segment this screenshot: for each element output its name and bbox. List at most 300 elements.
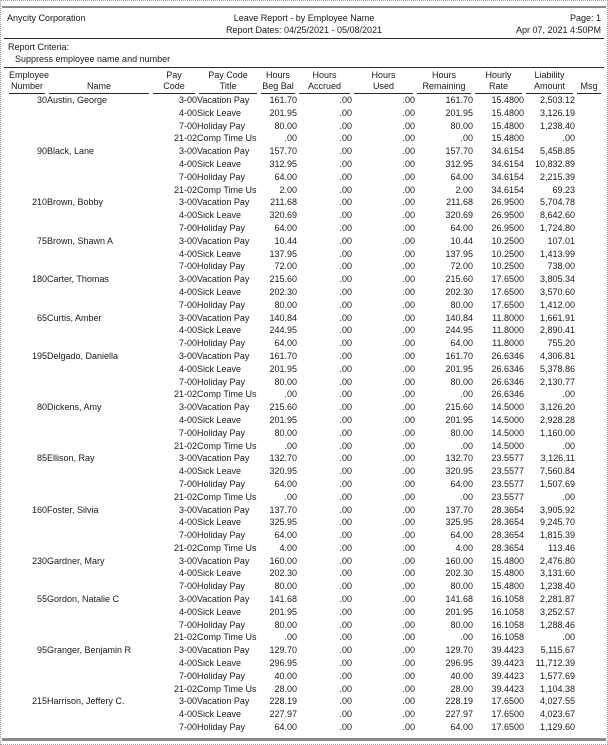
hours-accrued-cell: .00 bbox=[339, 658, 352, 669]
hourly-rate-cell: 39.4423 bbox=[491, 683, 524, 694]
employee-name-cell: Ellison, Ray bbox=[47, 453, 95, 464]
msg-cell bbox=[575, 248, 603, 261]
table-row bbox=[7, 286, 603, 299]
employee-number-cell: 30 bbox=[36, 95, 47, 105]
liability-amount-cell: 2,215.39 bbox=[539, 171, 575, 182]
table-row bbox=[7, 708, 603, 721]
hours-accrued-cell: .00 bbox=[339, 427, 352, 438]
msg-cell bbox=[575, 631, 603, 644]
hours-used-cell: .00 bbox=[402, 261, 415, 272]
liability-amount-cell: 1,507.69 bbox=[539, 478, 575, 489]
hours-used-cell: .00 bbox=[402, 670, 415, 681]
pay-code-cell: 21-02 bbox=[173, 491, 197, 502]
liability-amount-cell: .00 bbox=[562, 440, 575, 451]
liability-amount-cell: 1,104.38 bbox=[539, 683, 575, 694]
hours-used-cell: .00 bbox=[402, 453, 415, 464]
liability-amount-cell: 1,577.69 bbox=[539, 670, 575, 681]
msg-cell bbox=[575, 324, 603, 337]
table-row bbox=[7, 171, 603, 184]
hours-accrued-cell: .00 bbox=[339, 286, 352, 297]
hours-remaining-cell: .00 bbox=[460, 389, 473, 400]
employee-number-cell bbox=[7, 286, 47, 299]
pay-code-cell: 4-00 bbox=[178, 325, 197, 336]
employee-number-cell bbox=[7, 516, 47, 529]
employee-number-cell bbox=[7, 529, 47, 542]
hours-remaining-cell: 161.70 bbox=[445, 95, 473, 105]
liability-amount-cell: 2,890.41 bbox=[539, 325, 575, 336]
liability-amount-cell: 3,805.34 bbox=[539, 274, 575, 285]
employee-name-cell: Carter, Thomas bbox=[47, 274, 109, 285]
hours-used-cell: .00 bbox=[402, 504, 415, 515]
msg-cell bbox=[575, 107, 603, 120]
pay-code-cell: 4-00 bbox=[178, 606, 197, 617]
leave-table bbox=[7, 68, 603, 734]
hours-remaining-cell: 244.95 bbox=[445, 325, 473, 336]
pay-code-title-cell: Holiday Pay bbox=[197, 338, 246, 349]
hours-beg-bal-cell: 132.70 bbox=[269, 453, 297, 464]
pay-code-cell: 3-00 bbox=[178, 274, 197, 285]
hours-remaining-cell: 227.97 bbox=[445, 709, 473, 720]
msg-cell bbox=[575, 427, 603, 440]
hourly-rate-cell: 10.2500 bbox=[491, 261, 524, 272]
hours-beg-bal-cell: 137.95 bbox=[269, 248, 297, 259]
hours-accrued-cell: .00 bbox=[339, 235, 352, 246]
liability-amount-cell: 1,160.00 bbox=[539, 427, 575, 438]
liability-amount-cell: 1,238.40 bbox=[539, 581, 575, 592]
employee-number-cell bbox=[7, 580, 47, 593]
hours-accrued-cell: .00 bbox=[339, 248, 352, 259]
employee-number-cell bbox=[7, 363, 47, 376]
hours-remaining-cell: .00 bbox=[460, 491, 473, 502]
msg-cell bbox=[575, 209, 603, 222]
employee-number-cell bbox=[7, 324, 47, 337]
pay-code-title-cell: Vacation Pay bbox=[197, 504, 250, 515]
pay-code-title-cell: Vacation Pay bbox=[197, 95, 250, 105]
hourly-rate-cell: 17.6500 bbox=[491, 722, 524, 733]
table-row bbox=[7, 248, 603, 261]
hours-used-cell: .00 bbox=[402, 235, 415, 246]
hours-used-cell: .00 bbox=[402, 530, 415, 541]
hours-remaining-cell: 202.30 bbox=[445, 568, 473, 579]
hours-beg-bal-cell: 137.70 bbox=[269, 504, 297, 515]
table-row bbox=[7, 350, 603, 363]
pay-code-title-cell: Holiday Pay bbox=[197, 120, 246, 131]
hours-remaining-cell: 10.44 bbox=[450, 235, 473, 246]
pay-code-cell: 4-00 bbox=[178, 517, 197, 528]
hours-remaining-cell: .00 bbox=[460, 133, 473, 144]
hours-beg-bal-cell: 64.00 bbox=[274, 171, 297, 182]
hourly-rate-cell: 28.3654 bbox=[491, 530, 524, 541]
col-pay-code-title: Pay Code Title bbox=[197, 68, 259, 94]
hours-beg-bal-cell: .00 bbox=[284, 440, 297, 451]
pay-code-cell: 7-00 bbox=[178, 581, 197, 592]
hours-used-cell: .00 bbox=[402, 645, 415, 656]
employee-name-cell: Harrison, Jeffery C. bbox=[47, 696, 125, 707]
hours-remaining-cell: 129.70 bbox=[445, 645, 473, 656]
hours-beg-bal-cell: 325.95 bbox=[269, 517, 297, 528]
hours-used-cell: .00 bbox=[402, 722, 415, 733]
hourly-rate-cell: 23.5577 bbox=[491, 478, 524, 489]
pay-code-cell: 21-02 bbox=[173, 683, 197, 694]
liability-amount-cell: 1,288.46 bbox=[539, 619, 575, 630]
hourly-rate-cell: 26.6346 bbox=[491, 376, 524, 387]
hours-remaining-cell: 215.60 bbox=[445, 274, 473, 285]
hours-remaining-cell: 64.00 bbox=[450, 222, 473, 233]
hours-remaining-cell: 80.00 bbox=[450, 299, 473, 310]
table-row bbox=[7, 158, 603, 171]
pay-code-cell: 21-02 bbox=[173, 389, 197, 400]
employee-name-cell bbox=[47, 363, 151, 376]
hours-used-cell: .00 bbox=[402, 133, 415, 144]
hours-remaining-cell: 325.95 bbox=[445, 517, 473, 528]
employee-name-cell: Gordon, Natalie C bbox=[47, 594, 120, 605]
hours-beg-bal-cell: 28.00 bbox=[274, 683, 297, 694]
pay-code-title-cell: Holiday Pay bbox=[197, 427, 246, 438]
hours-used-cell: .00 bbox=[402, 389, 415, 400]
hours-beg-bal-cell: 2.00 bbox=[279, 184, 297, 195]
msg-cell bbox=[575, 312, 603, 325]
employee-name-cell bbox=[47, 657, 151, 670]
hours-remaining-cell: 312.95 bbox=[445, 158, 473, 169]
hours-beg-bal-cell: 40.00 bbox=[274, 670, 297, 681]
liability-amount-cell: 3,131.60 bbox=[539, 568, 575, 579]
pay-code-cell: 7-00 bbox=[178, 427, 197, 438]
hours-remaining-cell: 211.68 bbox=[446, 197, 473, 208]
hours-remaining-cell: 320.95 bbox=[445, 466, 473, 477]
hours-used-cell: .00 bbox=[402, 376, 415, 387]
hourly-rate-cell: 15.4800 bbox=[491, 568, 524, 579]
hourly-rate-cell: 28.3654 bbox=[491, 542, 524, 553]
liability-amount-cell: 3,252.57 bbox=[539, 606, 575, 617]
pay-code-cell: 3-00 bbox=[178, 645, 197, 656]
pay-code-title-cell: Sick Leave bbox=[197, 363, 242, 374]
pay-code-cell: 3-00 bbox=[178, 555, 197, 566]
msg-cell bbox=[575, 171, 603, 184]
page-number: Page: 1 bbox=[569, 13, 601, 23]
hourly-rate-cell: 15.4800 bbox=[491, 120, 524, 131]
hours-accrued-cell: .00 bbox=[339, 338, 352, 349]
hourly-rate-cell: 17.6500 bbox=[491, 274, 524, 285]
hours-used-cell: .00 bbox=[402, 402, 415, 413]
pay-code-cell: 4-00 bbox=[178, 158, 197, 169]
employee-number-cell bbox=[7, 631, 47, 644]
employee-name-cell: Austin, George bbox=[47, 95, 108, 105]
pay-code-cell: 7-00 bbox=[178, 722, 197, 733]
employee-number-cell bbox=[7, 657, 47, 670]
pay-code-cell: 21-02 bbox=[173, 184, 197, 195]
msg-cell bbox=[575, 235, 603, 248]
pay-code-title-cell: Sick Leave bbox=[197, 517, 242, 528]
hours-accrued-cell: .00 bbox=[339, 171, 352, 182]
pay-code-title-cell: Sick Leave bbox=[197, 248, 242, 259]
hours-accrued-cell: .00 bbox=[339, 402, 352, 413]
hours-accrued-cell: .00 bbox=[339, 299, 352, 310]
msg-cell bbox=[575, 286, 603, 299]
pay-code-title-cell: Sick Leave bbox=[197, 606, 242, 617]
liability-amount-cell: 1,661.91 bbox=[539, 312, 575, 323]
criteria-value: Suppress employee name and number bbox=[15, 54, 171, 64]
hours-remaining-cell: 140.84 bbox=[445, 312, 473, 323]
msg-cell bbox=[575, 619, 603, 632]
hourly-rate-cell: 28.3654 bbox=[491, 504, 524, 515]
col-name: Name bbox=[47, 68, 151, 94]
pay-code-cell: 7-00 bbox=[178, 670, 197, 681]
pay-code-title-cell: Vacation Pay bbox=[197, 197, 250, 208]
table-row bbox=[7, 260, 603, 273]
table-row bbox=[7, 452, 603, 465]
hours-accrued-cell: .00 bbox=[339, 210, 352, 221]
employee-number-cell: 210 bbox=[31, 197, 47, 208]
pay-code-cell: 4-00 bbox=[178, 107, 197, 118]
table-row bbox=[7, 593, 603, 606]
liability-amount-cell: .00 bbox=[562, 133, 575, 144]
employee-number-cell bbox=[7, 132, 47, 145]
hours-beg-bal-cell: 201.95 bbox=[269, 414, 297, 425]
hours-accrued-cell: .00 bbox=[339, 722, 352, 733]
col-employee-number: Employee Number bbox=[7, 68, 47, 94]
hours-used-cell: .00 bbox=[402, 286, 415, 297]
hours-beg-bal-cell: 320.95 bbox=[269, 466, 297, 477]
hours-used-cell: .00 bbox=[402, 338, 415, 349]
hours-beg-bal-cell: 64.00 bbox=[274, 530, 297, 541]
pay-code-title-cell: Sick Leave bbox=[197, 709, 242, 720]
employee-number-cell bbox=[7, 440, 47, 453]
liability-amount-cell: .00 bbox=[562, 491, 575, 502]
hourly-rate-cell: 34.6154 bbox=[491, 158, 524, 169]
liability-amount-cell: 5,704.78 bbox=[539, 197, 575, 208]
employee-name-cell bbox=[47, 670, 151, 683]
hours-accrued-cell: .00 bbox=[339, 504, 352, 515]
hours-beg-bal-cell: .00 bbox=[284, 632, 297, 643]
pay-code-title-cell: Holiday Pay bbox=[197, 722, 246, 733]
hours-accrued-cell: .00 bbox=[339, 440, 352, 451]
employee-number-cell: 160 bbox=[31, 504, 47, 515]
msg-cell bbox=[575, 388, 603, 401]
pay-code-title-cell: Vacation Pay bbox=[197, 594, 250, 605]
pay-code-title-cell: Holiday Pay bbox=[197, 619, 246, 630]
liability-amount-cell: 107.01 bbox=[547, 235, 575, 246]
hours-accrued-cell: .00 bbox=[339, 414, 352, 425]
hours-remaining-cell: 80.00 bbox=[450, 376, 473, 387]
employee-name-cell bbox=[47, 132, 151, 145]
liability-amount-cell: 5,458.85 bbox=[539, 146, 575, 157]
employee-name-cell bbox=[47, 491, 151, 504]
table-row bbox=[7, 606, 603, 619]
pay-code-title-cell: Holiday Pay bbox=[197, 478, 246, 489]
hours-remaining-cell: 4.00 bbox=[455, 542, 473, 553]
hours-remaining-cell: 132.70 bbox=[445, 453, 473, 464]
hours-beg-bal-cell: 72.00 bbox=[274, 261, 297, 272]
col-hours-used: Hours Used bbox=[352, 68, 415, 94]
criteria-label: Report Criteria: bbox=[8, 42, 70, 52]
msg-cell bbox=[575, 158, 603, 171]
employee-number-cell bbox=[7, 721, 47, 734]
table-row bbox=[7, 120, 603, 133]
hours-used-cell: .00 bbox=[402, 274, 415, 285]
liability-amount-cell: 3,126.11 bbox=[540, 453, 575, 464]
employee-name-cell bbox=[47, 606, 151, 619]
table-row bbox=[7, 670, 603, 683]
employee-number-cell: 95 bbox=[36, 645, 47, 656]
employee-name-cell bbox=[47, 440, 151, 453]
pay-code-title-cell: Sick Leave bbox=[197, 466, 242, 477]
liability-amount-cell: 1,724.80 bbox=[539, 222, 575, 233]
hourly-rate-cell: 34.6154 bbox=[491, 171, 524, 182]
hours-beg-bal-cell: 160.00 bbox=[269, 555, 297, 566]
msg-cell bbox=[575, 491, 603, 504]
hourly-rate-cell: 39.4423 bbox=[491, 658, 524, 669]
msg-cell bbox=[575, 337, 603, 350]
table-row bbox=[7, 184, 603, 197]
pay-code-cell: 7-00 bbox=[178, 376, 197, 387]
employee-number-cell bbox=[7, 606, 47, 619]
hourly-rate-cell: 23.5577 bbox=[491, 453, 524, 464]
hours-accrued-cell: .00 bbox=[339, 466, 352, 477]
hours-beg-bal-cell: 227.97 bbox=[269, 709, 297, 720]
pay-code-title-cell: Holiday Pay bbox=[197, 222, 246, 233]
hours-beg-bal-cell: 80.00 bbox=[274, 299, 297, 310]
hours-used-cell: .00 bbox=[402, 555, 415, 566]
hours-used-cell: .00 bbox=[402, 184, 415, 195]
liability-amount-cell: 2,130.77 bbox=[539, 376, 575, 387]
hours-beg-bal-cell: 211.68 bbox=[270, 197, 297, 208]
hours-accrued-cell: .00 bbox=[339, 350, 352, 361]
hours-accrued-cell: .00 bbox=[339, 696, 352, 707]
hours-beg-bal-cell: 129.70 bbox=[269, 645, 297, 656]
table-header-row bbox=[7, 68, 603, 94]
employee-name-cell: Dickens, Amy bbox=[47, 402, 102, 413]
hours-remaining-cell: 201.95 bbox=[445, 414, 473, 425]
hours-remaining-cell: 80.00 bbox=[450, 581, 473, 592]
page-bottom-divider bbox=[2, 738, 606, 741]
hours-remaining-cell: .00 bbox=[460, 440, 473, 451]
hours-used-cell: .00 bbox=[402, 210, 415, 221]
hourly-rate-cell: 26.9500 bbox=[491, 197, 524, 208]
hourly-rate-cell: 15.4800 bbox=[491, 555, 524, 566]
hourly-rate-cell: 26.6346 bbox=[491, 389, 524, 400]
hours-accrued-cell: .00 bbox=[339, 568, 352, 579]
employee-name-cell bbox=[47, 184, 151, 197]
employee-name-cell bbox=[47, 567, 151, 580]
pay-code-cell: 3-00 bbox=[178, 696, 197, 707]
hourly-rate-cell: 16.1058 bbox=[491, 594, 524, 605]
pay-code-title-cell: Holiday Pay bbox=[197, 670, 246, 681]
col-hours-remaining: Hours Remaining bbox=[415, 68, 473, 94]
msg-cell bbox=[575, 721, 603, 734]
pay-code-cell: 3-00 bbox=[178, 594, 197, 605]
employee-number-cell bbox=[7, 683, 47, 696]
liability-amount-cell: 4,027.55 bbox=[539, 696, 575, 707]
hours-remaining-cell: 64.00 bbox=[450, 338, 473, 349]
hours-remaining-cell: 161.70 bbox=[445, 350, 473, 361]
hourly-rate-cell: 39.4423 bbox=[491, 645, 524, 656]
hourly-rate-cell: 28.3654 bbox=[491, 517, 524, 528]
hours-used-cell: .00 bbox=[402, 248, 415, 259]
hours-accrued-cell: .00 bbox=[339, 606, 352, 617]
msg-cell bbox=[575, 478, 603, 491]
hours-beg-bal-cell: 201.95 bbox=[269, 107, 297, 118]
pay-code-title-cell: Vacation Pay bbox=[197, 402, 250, 413]
pay-code-title-cell: Sick Leave bbox=[197, 210, 242, 221]
hours-remaining-cell: 64.00 bbox=[450, 478, 473, 489]
hourly-rate-cell: 39.4423 bbox=[491, 670, 524, 681]
table-row bbox=[7, 657, 603, 670]
liability-amount-cell: 1,413.99 bbox=[539, 248, 575, 259]
hours-used-cell: .00 bbox=[402, 171, 415, 182]
employee-name-cell: Gardner, Mary bbox=[47, 555, 105, 566]
pay-code-title-cell: Holiday Pay bbox=[197, 530, 246, 541]
pay-code-cell: 21-02 bbox=[173, 133, 197, 144]
pay-code-cell: 7-00 bbox=[178, 171, 197, 182]
hours-remaining-cell: 80.00 bbox=[450, 619, 473, 630]
pay-code-title-cell: Holiday Pay bbox=[197, 376, 246, 387]
hours-accrued-cell: .00 bbox=[339, 555, 352, 566]
hours-beg-bal-cell: 10.44 bbox=[274, 235, 297, 246]
pay-code-title-cell: Comp Time Us bbox=[197, 440, 257, 451]
hours-used-cell: .00 bbox=[402, 683, 415, 694]
hours-used-cell: .00 bbox=[402, 222, 415, 233]
hourly-rate-cell: 15.4800 bbox=[491, 107, 524, 118]
hours-beg-bal-cell: 244.95 bbox=[269, 325, 297, 336]
pay-code-title-cell: Holiday Pay bbox=[197, 261, 246, 272]
employee-name-cell: Black, Lane bbox=[47, 146, 95, 157]
hours-beg-bal-cell: 80.00 bbox=[274, 120, 297, 131]
hours-used-cell: .00 bbox=[402, 542, 415, 553]
employee-number-cell bbox=[7, 299, 47, 312]
employee-name-cell bbox=[47, 286, 151, 299]
hours-beg-bal-cell: 64.00 bbox=[274, 338, 297, 349]
pay-code-title-cell: Holiday Pay bbox=[197, 171, 246, 182]
table-row bbox=[7, 363, 603, 376]
page-top-divider bbox=[2, 6, 606, 8]
hourly-rate-cell: 14.5000 bbox=[491, 402, 524, 413]
employee-name-cell: Brown, Bobby bbox=[47, 197, 104, 208]
hours-accrued-cell: .00 bbox=[339, 363, 352, 374]
table-row bbox=[7, 145, 603, 158]
hours-used-cell: .00 bbox=[402, 632, 415, 643]
hours-remaining-cell: 137.70 bbox=[445, 504, 473, 515]
pay-code-cell: 3-00 bbox=[178, 312, 197, 323]
employee-number-cell bbox=[7, 260, 47, 273]
hourly-rate-cell: 16.1058 bbox=[491, 632, 524, 643]
hours-used-cell: .00 bbox=[402, 568, 415, 579]
hours-remaining-cell: 28.00 bbox=[450, 683, 473, 694]
hours-used-cell: .00 bbox=[402, 325, 415, 336]
liability-amount-cell: 9,245.70 bbox=[539, 517, 575, 528]
hours-beg-bal-cell: 80.00 bbox=[274, 427, 297, 438]
table-row bbox=[7, 529, 603, 542]
employee-number-cell bbox=[7, 388, 47, 401]
table-row bbox=[7, 567, 603, 580]
liability-amount-cell: 5,115.67 bbox=[540, 645, 575, 656]
msg-cell bbox=[575, 567, 603, 580]
msg-cell bbox=[575, 452, 603, 465]
hours-used-cell: .00 bbox=[402, 594, 415, 605]
employee-name-cell: Brown, Shawn A bbox=[47, 235, 114, 246]
table-row bbox=[7, 376, 603, 389]
col-pay-code: Pay Code bbox=[151, 68, 197, 94]
liability-amount-cell: 1,129.60 bbox=[539, 722, 575, 733]
pay-code-title-cell: Comp Time Us bbox=[197, 133, 257, 144]
employee-name-cell bbox=[47, 619, 151, 632]
table-row bbox=[7, 94, 603, 107]
employee-number-cell bbox=[7, 414, 47, 427]
employee-name-cell bbox=[47, 465, 151, 478]
table-row bbox=[7, 542, 603, 555]
hours-used-cell: .00 bbox=[402, 197, 415, 208]
employee-number-cell: 90 bbox=[36, 146, 47, 157]
hours-beg-bal-cell: 64.00 bbox=[274, 722, 297, 733]
